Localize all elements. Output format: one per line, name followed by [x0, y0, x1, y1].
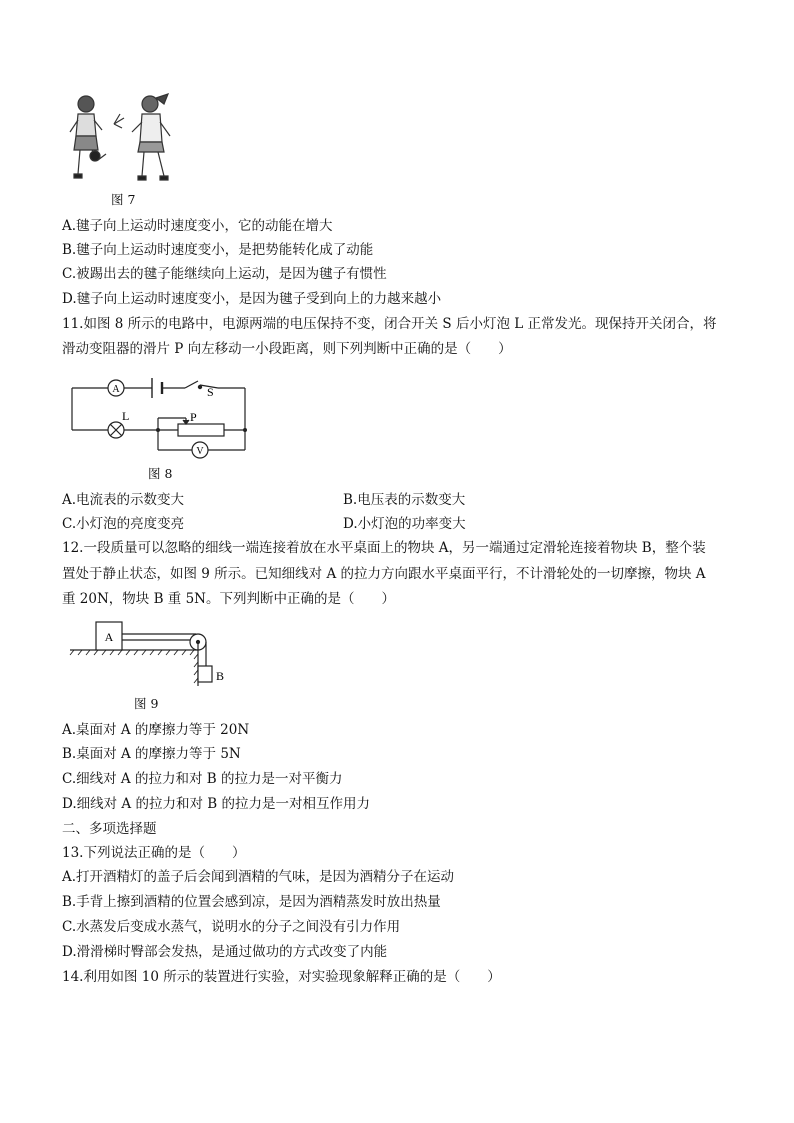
slider-label: P — [190, 410, 197, 424]
q10-option-d: D.毽子向上运动时速度变小，是因为毽子受到向上的力越来越小 — [62, 291, 442, 307]
block-b-label: B — [216, 669, 225, 683]
figure-7-caption: 图 7 — [111, 192, 136, 207]
q13-option-c: C.水蒸发后变成水蒸气，说明水的分子之间没有引力作用 — [62, 919, 401, 935]
q10-option-c: C.被踢出去的毽子能继续向上运动，是因为毽子有惯性 — [62, 266, 387, 282]
q13-option-d: D.滑滑梯时臀部会发热，是通过做功的方式改变了内能 — [62, 944, 388, 960]
q12-stem-line2: 置处于静止状态，如图 9 所示。已知细线对 A 的拉力方向跟水平桌面平行，不计滑轮处的一切摩擦，物块 A — [62, 566, 706, 582]
q12-option-b: B.桌面对 A 的摩擦力等于 5N — [62, 746, 241, 762]
figure-9-pulley — [70, 620, 230, 688]
q11-option-a: A.电流表的示数变大 — [62, 492, 185, 508]
q12-option-a: A.桌面对 A 的摩擦力等于 20N — [62, 722, 250, 738]
q10-option-a: A.毽子向上运动时速度变小，它的动能在增大 — [62, 218, 333, 234]
q11-stem-line1: 11.如图 8 所示的电路中，电源两端的电压保持不变，闭合开关 S 后小灯泡 L 正常发光。现保持开关闭合，将 — [62, 316, 717, 332]
q13-option-b: B.手背上擦到酒精的位置会感到凉，是因为酒精蒸发时放出热量 — [62, 894, 441, 910]
q12-option-c: C.细线对 A 的拉力和对 B 的拉力是一对平衡力 — [62, 771, 343, 787]
lamp-label: L — [122, 409, 130, 423]
figure-8-caption: 图 8 — [148, 466, 173, 481]
q11-stem-line2: 滑动变阻器的滑片 P 向左移动一小段距离，则下列判断中正确的是（ ） — [62, 341, 512, 357]
q14-stem: 14.利用如图 10 所示的装置进行实验，对实验现象解释正确的是（ ） — [62, 969, 501, 985]
block-a-label: A — [104, 630, 114, 644]
q12-stem-line3: 重 20N，物块 B 重 5N。下列判断中正确的是（ ） — [62, 591, 395, 607]
voltmeter-label: V — [196, 446, 204, 457]
switch-label: S — [207, 385, 214, 399]
q10-option-b: B.毽子向上运动时速度变小，是把势能转化成了动能 — [62, 242, 374, 258]
ammeter-label: A — [112, 384, 120, 395]
q12-option-d: D.细线对 A 的拉力和对 B 的拉力是一对相互作用力 — [62, 796, 370, 812]
q13-stem: 13.下列说法正确的是（ ） — [62, 845, 246, 861]
q11-option-c: C.小灯泡的亮度变亮 — [62, 516, 185, 532]
q11-option-d: D.小灯泡的功率变大 — [343, 516, 466, 532]
figure-7-illustration — [68, 92, 178, 187]
q13-option-a: A.打开酒精灯的盖子后会闻到酒精的气味，是因为酒精分子在运动 — [62, 869, 455, 885]
figure-9-caption: 图 9 — [134, 696, 159, 711]
q12-stem-line1: 12.一段质量可以忽略的细线一端连接着放在水平桌面上的物块 A，另一端通过定滑轮连接着物块 B，整个装 — [62, 540, 706, 556]
q11-option-b: B.电压表的示数变大 — [343, 492, 466, 508]
figure-8-circuit — [70, 378, 255, 462]
section-2-title: 二、多项选择题 — [62, 821, 157, 837]
